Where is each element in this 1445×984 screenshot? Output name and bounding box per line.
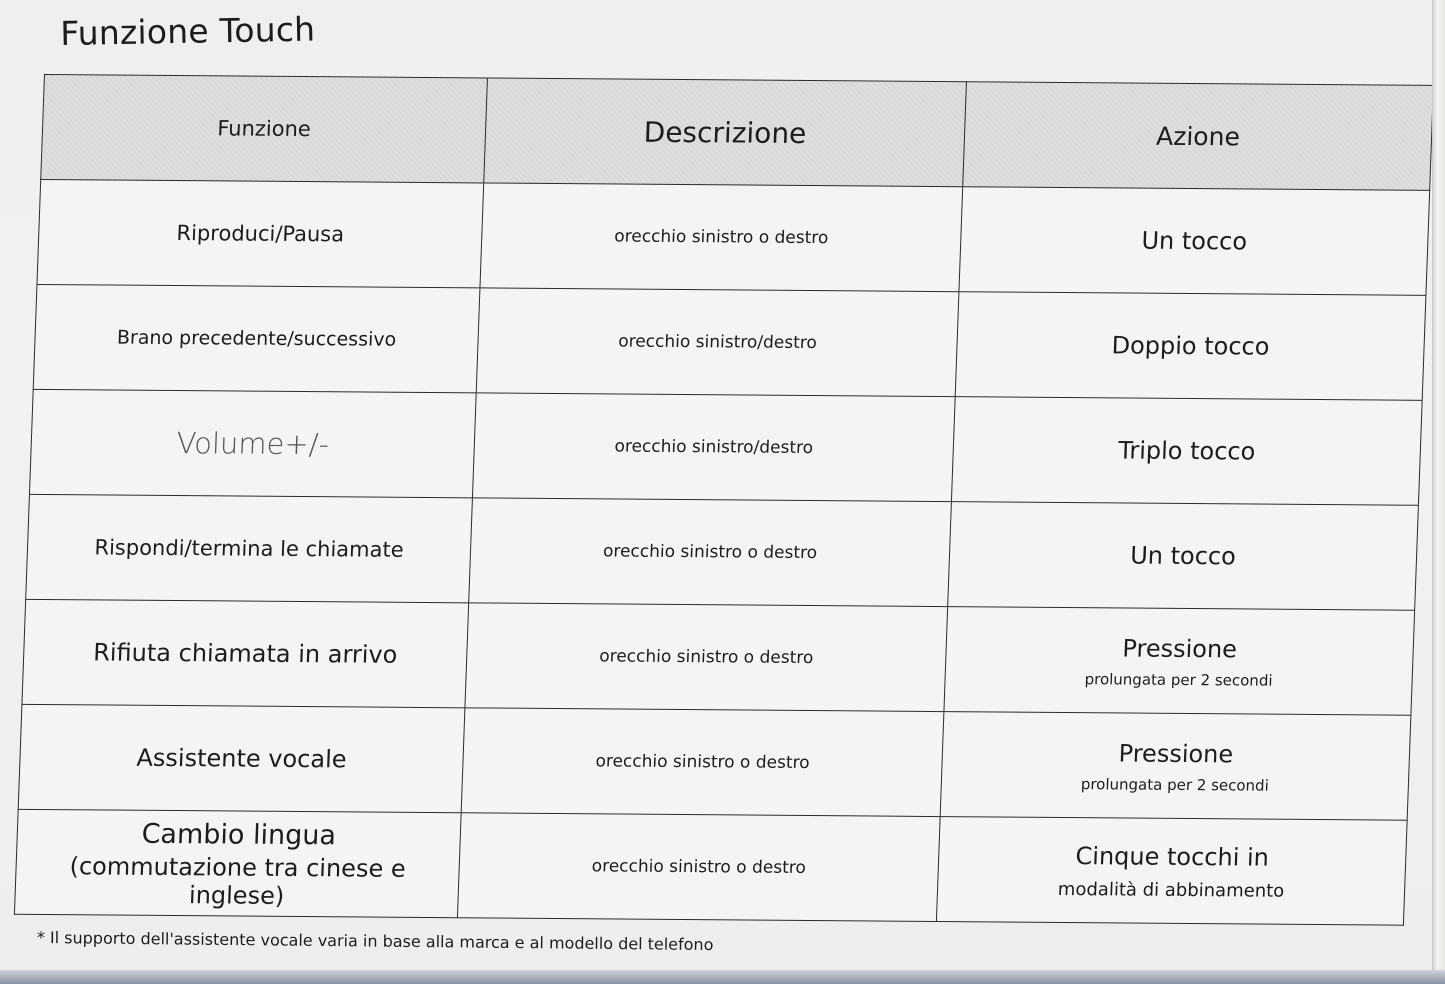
cell-azione (959, 187, 1430, 296)
table-row (22, 599, 1415, 715)
page-edge (1432, 0, 1445, 984)
cell-descrizione: orecchio sinistro o destro (480, 183, 963, 292)
cell-azione (951, 397, 1422, 506)
cell-descrizione: orecchio sinistro o destro (469, 498, 952, 607)
azione-main: Pressione (1118, 739, 1234, 769)
header-funzione: Funzione (41, 75, 488, 183)
cell-azione (936, 817, 1407, 926)
azione-main: Pressione (1121, 634, 1238, 664)
table-row (26, 494, 1419, 610)
cell-funzione: Rifiuta chiamata in arrivo (22, 599, 469, 707)
bottom-strip (0, 970, 1445, 984)
table-row (18, 704, 1411, 820)
table-row (29, 389, 1422, 505)
cell-descrizione: orecchio sinistro/destro (476, 288, 959, 397)
azione-sub: prolungata per 2 secondi (1080, 775, 1270, 795)
cell-azione (955, 292, 1426, 401)
azione-main: Cinque tocchi in (1075, 842, 1270, 872)
header-azione: Azione (963, 82, 1434, 191)
table-header-row (41, 75, 1434, 191)
footnote: * Il supporto dell'assistente vocale varia in base alla marca e al modello del telefono (36, 928, 714, 955)
cell-azione (948, 502, 1419, 611)
cell-funzione: Volume+/- (29, 389, 476, 497)
azione-main: Un tocco (1141, 226, 1248, 256)
cell-descrizione: orecchio sinistro/destro (472, 393, 955, 502)
cell-funzione (14, 809, 461, 917)
azione-main: Triplo tocco (1117, 436, 1256, 466)
page-title: Funzione Touch (60, 9, 316, 53)
azione-main: Un tocco (1129, 541, 1237, 571)
cell-azione (940, 712, 1411, 821)
cell-descrizione: orecchio sinistro o destro (461, 708, 944, 817)
table-row (14, 809, 1407, 925)
funzione-sub: (commutazione tra cinese e inglese) (69, 851, 407, 910)
cell-funzione: Assistente vocale (18, 704, 465, 812)
azione-sub: prolungata per 2 secondi (1084, 670, 1273, 690)
cell-descrizione: orecchio sinistro o destro (465, 603, 948, 712)
header-descrizione: Descrizione (484, 78, 967, 187)
funzione-main: Cambio lingua (141, 819, 337, 852)
touch-function-table (14, 74, 1434, 926)
azione-main: Doppio tocco (1111, 331, 1270, 361)
table-row (33, 284, 1426, 400)
touch-function-table-wrapper (14, 74, 1394, 925)
azione-sub: modalità di abbinamento (1057, 878, 1285, 902)
cell-funzione: Rispondi/termina le chiamate (26, 494, 473, 602)
table-row (37, 179, 1430, 295)
cell-azione (944, 607, 1415, 716)
cell-funzione: Brano precedente/successivo (33, 284, 480, 392)
cell-funzione: Riproduci/Pausa (37, 179, 484, 287)
cell-descrizione: orecchio sinistro o destro (457, 813, 940, 922)
